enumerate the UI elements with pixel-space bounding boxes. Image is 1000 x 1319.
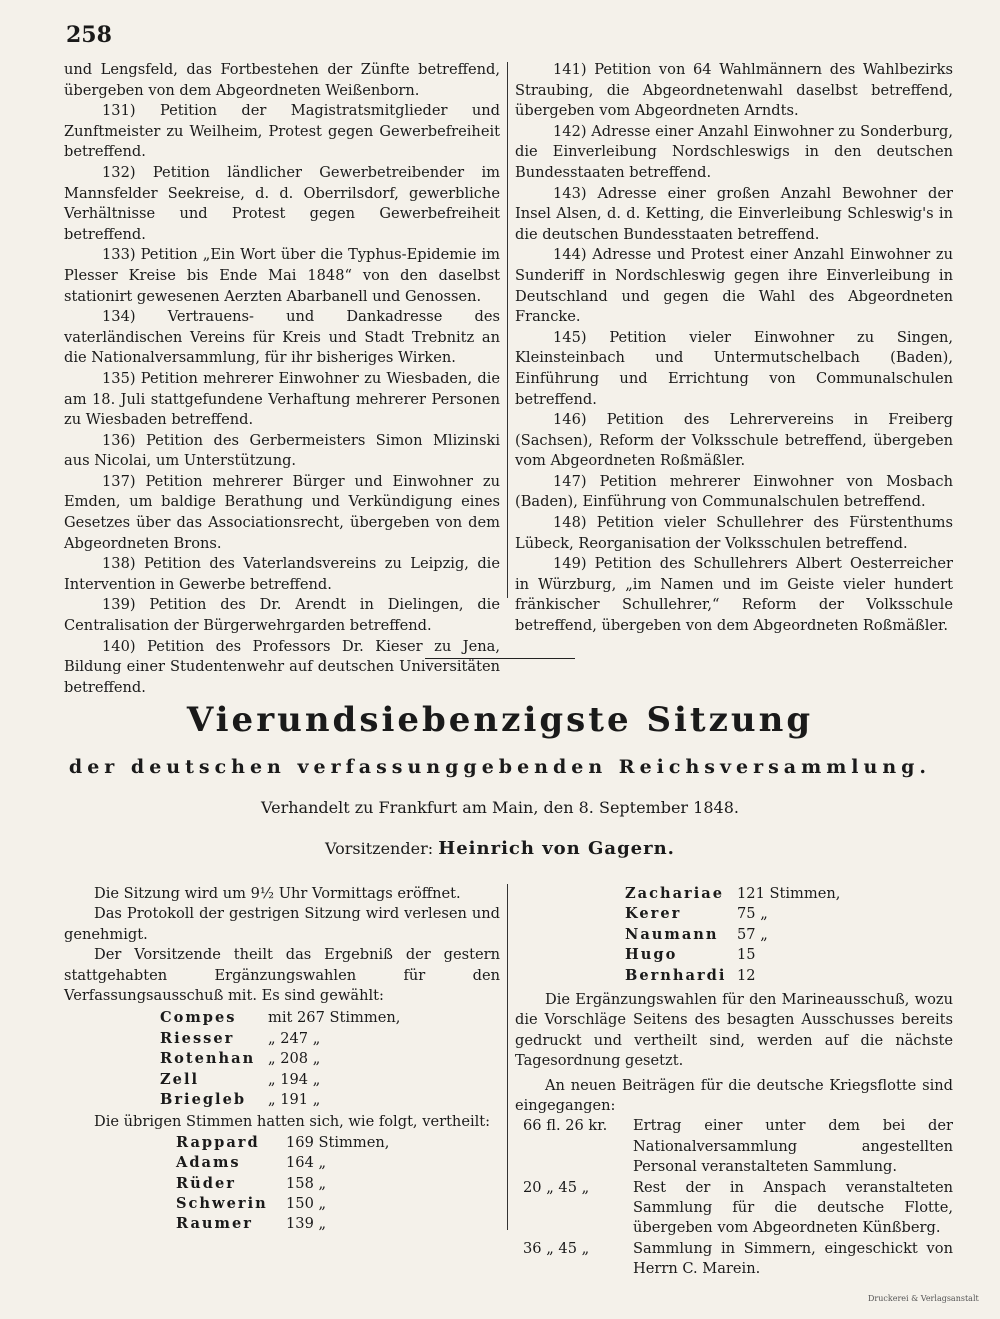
vote-row xyxy=(176,1194,500,1214)
vote-count: „ 191 „ xyxy=(268,1091,321,1108)
session-place-date: Verhandelt zu Frankfurt am Main, den 8. September 1848. xyxy=(261,798,739,817)
candidate-name: Adams xyxy=(176,1154,241,1172)
petition-entry: 141) Petition von 64 Wahlmännern des Wahlbezirks Straubing, die Abgeordnetenwahl daselbst betreffend, übergeben vom Abgeordneten Arndts. xyxy=(515,61,953,120)
donation-entry xyxy=(515,1116,953,1177)
vote-row xyxy=(176,1214,500,1234)
petition-entry: 136) Petition des Gerbermeisters Simon Mlizinski aus Nicolai, um Unterstützung. xyxy=(64,431,500,470)
column-divider-top xyxy=(507,62,508,598)
printer-imprint: Druckerei & Verlagsanstalt xyxy=(868,1294,979,1303)
candidate-name: Riesser xyxy=(160,1029,235,1047)
session-chair xyxy=(0,838,1000,859)
donation-text: Sammlung in Simmern, eingeschickt von Herrn C. Marein. xyxy=(633,1239,953,1278)
donation-amount: 36 „ 45 „ xyxy=(523,1239,590,1257)
vote-count: mit 267 Stimmen, xyxy=(268,1009,401,1027)
candidate-name: Rüder xyxy=(176,1174,236,1192)
election-intro: Der Vorsitzende theilt das Ergebniß der gestern stattgehabten Ergänzungswahlen für den Verfassungsausschuß mit. Es sind gewählt: xyxy=(64,946,500,1005)
petition-entry: 134) Vertrauens- und Dankadresse des vaterländischen Vereins für Kreis und Stadt Trebnitz an die Nationalversammlung, für ihr bisheriges Wirken. xyxy=(64,308,500,367)
elected-list xyxy=(64,1008,500,1110)
candidate-name: Compes xyxy=(160,1009,237,1027)
vote-count: 164 „ xyxy=(286,1154,327,1172)
petition-entry: 132) Petition ländlicher Gewerbetreibender im Mannsfelder Seekreise, d. d. Oberrilsdorf, gewerbliche Verhältnisse und Protest gegen Gewerbefreiheit betreffend. xyxy=(64,163,500,243)
vote-count: 169 Stimmen, xyxy=(286,1133,390,1151)
petition-entry: und Lengsfeld, das Fortbestehen der Zünfte betreffend, übergeben von dem Abgeordneten Weißenborn. xyxy=(64,61,500,99)
vote-count: „ 194 „ xyxy=(268,1070,321,1088)
donations-list xyxy=(515,1116,953,1279)
vote-row xyxy=(625,925,953,945)
candidate-name: Briegleb xyxy=(160,1091,247,1108)
candidate-name: Rotenhan xyxy=(160,1050,256,1068)
marine-committee-text: Die Ergänzungswahlen für den Marineausschuß, wozu die Vorschläge Seitens des besagten Ausschusses bereits gedruckt und vertheilt sind, werden auf die nächste Tagesordnung gesetzt. xyxy=(515,990,953,1070)
section-rule xyxy=(425,658,575,659)
donation-text: Rest der in Anspach veranstalteten Sammlung für die deutsche Flotte, übergeben vom Abgeordneten Künßberg. xyxy=(633,1178,953,1237)
candidate-name: Rappard xyxy=(176,1133,260,1151)
protocol-text: Das Protokoll der gestrigen Sitzung wird verlesen und genehmigt. xyxy=(64,905,500,943)
vote-row xyxy=(160,1008,500,1028)
vote-row xyxy=(625,884,953,904)
vote-row xyxy=(625,945,953,965)
vote-row xyxy=(160,1029,500,1049)
petition-entry: 149) Petition des Schullehrers Albert Oesterreicher in Würzburg, „im Namen und im Geiste vieler hundert fränkischer Schullehrer,“ Reform der Volksschule betreffend, übergeben von dem Abgeordneten Roßmäßler. xyxy=(515,555,953,635)
petition-entry: 142) Adresse einer Anzahl Einwohner zu Sonderburg, die Einverleibung Nordschleswigs in den deutschen Bundesstaaten betreffend. xyxy=(515,122,953,181)
petition-entry: 146) Petition des Lehrervereins in Freiberg (Sachsen), Reform der Volksschule betreffend, übergeben vom Abgeordneten Roßmäßler. xyxy=(515,411,953,470)
vote-count: 15 xyxy=(737,946,756,964)
session-subtitle: der deutschen verfassunggebenden Reichsversammlung. xyxy=(68,756,932,778)
vote-count: 139 „ xyxy=(286,1215,327,1233)
vote-count: 75 „ xyxy=(737,905,768,923)
page-number: 258 xyxy=(66,22,112,48)
vote-count: 121 Stimmen, xyxy=(737,885,841,902)
remaining-votes-intro: Die übrigen Stimmen hatten sich, wie folgt, vertheilt: xyxy=(94,1113,491,1131)
session-body-right xyxy=(515,884,953,1280)
petition-entry: 137) Petition mehrerer Bürger und Einwohner zu Emden, um baldige Berathung und Verkündigung eines Gesetzes über das Associationsrecht, übergeben von dem Abgeordneten Brons. xyxy=(64,472,500,552)
chair-label: Vorsitzender: xyxy=(325,839,434,858)
other-votes-list-right xyxy=(515,884,953,986)
petition-entry: 140) Petition des Professors Dr. Kieser zu Jena, Bildung einer Studentenwehr auf deutschen Universitäten betreffend. xyxy=(64,637,500,696)
right-column-petitions xyxy=(515,60,953,637)
vote-count: 158 „ xyxy=(286,1174,327,1192)
candidate-name: Bernhardi xyxy=(625,966,727,984)
opening-text: Die Sitzung wird um 9½ Uhr Vormittags eröffnet. xyxy=(94,885,461,902)
vote-row xyxy=(160,1070,500,1090)
chair-name: Heinrich von Gagern. xyxy=(438,838,675,859)
vote-count: „ 247 „ xyxy=(268,1029,321,1047)
vote-row xyxy=(625,904,953,924)
other-votes-list-left xyxy=(64,1133,500,1235)
candidate-name: Hugo xyxy=(625,946,678,964)
vote-row xyxy=(176,1174,500,1194)
candidate-name: Zachariae xyxy=(625,885,725,902)
petition-entry: 143) Adresse einer großen Anzahl Bewohner der Insel Alsen, d. d. Ketting, die Einverleibung Schleswig's in die deutschen Bundesstaaten betreffend. xyxy=(515,184,953,243)
candidate-name: Kerer xyxy=(625,905,682,923)
vote-row xyxy=(176,1133,500,1153)
donation-entry xyxy=(515,1239,953,1280)
left-column-petitions xyxy=(64,60,500,698)
vote-row xyxy=(176,1153,500,1173)
candidate-name: Naumann xyxy=(625,925,719,943)
vote-count: 57 „ xyxy=(737,925,768,943)
session-title: Vierundsiebenzigste Sitzung xyxy=(186,700,814,740)
petition-entry: 145) Petition vieler Einwohner zu Singen, Kleinsteinbach und Untermutschelbach (Baden), Einführung und Errichtung von Communalschulen betreffend. xyxy=(515,328,953,408)
donation-text: Ertrag einer unter dem bei der Nationalversammlung angestellten Personal veranstalteten Sammlung. xyxy=(633,1117,953,1176)
petition-entry: 131) Petition der Magistratsmitglieder und Zunftmeister zu Weilheim, Protest gegen Gewerbefreiheit betreffend. xyxy=(64,102,500,161)
petition-entry: 148) Petition vieler Schullehrer des Fürstenthums Lübeck, Reorganisation der Volksschulen betreffend. xyxy=(515,514,953,552)
candidate-name: Schwerin xyxy=(176,1194,268,1212)
candidate-name: Zell xyxy=(160,1070,200,1088)
candidate-name: Raumer xyxy=(176,1215,253,1233)
donation-amount: 66 fl. 26 kr. xyxy=(523,1117,608,1135)
petition-entry: 147) Petition mehrerer Einwohner von Mosbach (Baden), Einführung von Communalschulen betreffend. xyxy=(515,472,953,511)
vote-count: 12 xyxy=(737,966,756,984)
session-body-left xyxy=(64,884,500,1235)
petition-entry: 135) Petition mehrerer Einwohner zu Wiesbaden, die am 18. Juli stattgefundene Verhaftung mehrerer Personen zu Wiesbaden betreffend. xyxy=(64,369,500,429)
petition-entry: 133) Petition „Ein Wort über die Typhus-Epidemie im Plesser Kreise bis Ende Mai 1848“ von den daselbst stationirt gewesenen Aerzten Abarbanell und Genossen. xyxy=(64,246,500,305)
vote-count: „ 208 „ xyxy=(268,1050,321,1068)
petition-entry: 139) Petition des Dr. Arendt in Dielingen, die Centralisation der Bürgerwehrgarden betreffend. xyxy=(64,596,500,635)
vote-row xyxy=(160,1090,500,1110)
petition-entry: 138) Petition des Vaterlandsvereins zu Leipzig, die Intervention in Gewerbe betreffend. xyxy=(64,555,500,593)
fleet-contributions-intro: An neuen Beiträgen für die deutsche Kriegsflotte sind eingegangen: xyxy=(515,1076,953,1114)
vote-row xyxy=(625,966,953,986)
donation-entry xyxy=(515,1178,953,1239)
donation-amount: 20 „ 45 „ xyxy=(523,1178,590,1196)
vote-count: 150 „ xyxy=(286,1194,327,1212)
vote-row xyxy=(160,1049,500,1069)
petition-entry: 144) Adresse und Protest einer Anzahl Einwohner zu Sunderiff in Nordschleswig gegen ihre Einverleibung in Deutschland und gegen die Wahl des Abgeordneten Francke. xyxy=(515,246,953,326)
column-divider-bottom xyxy=(507,884,508,1230)
